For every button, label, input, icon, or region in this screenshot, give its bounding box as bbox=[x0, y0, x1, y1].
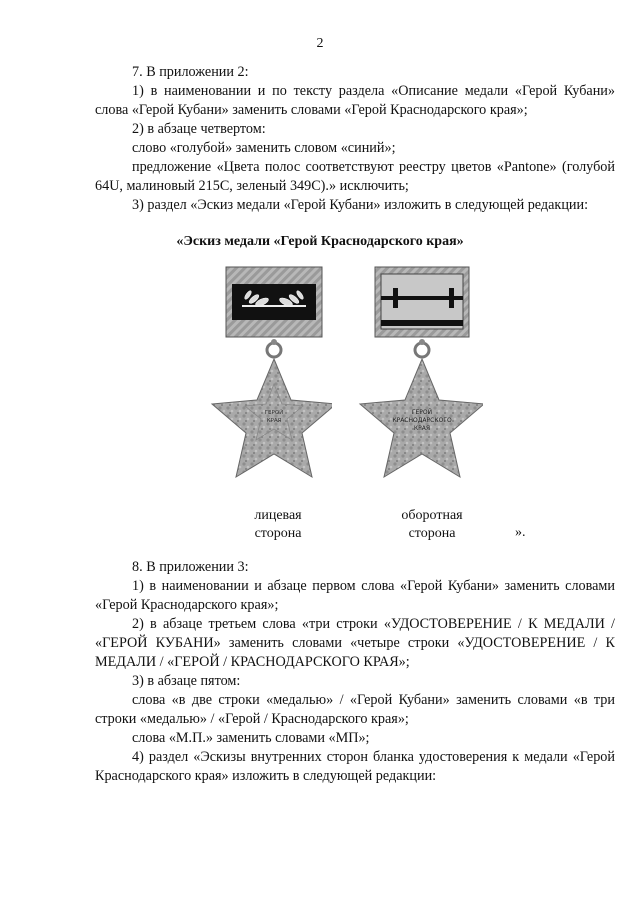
section-8 bbox=[95, 558, 615, 786]
paragraph: слова «М.П.» заменить словами «МП»; bbox=[132, 730, 370, 746]
paragraph: 8. В приложении 3: bbox=[132, 559, 249, 575]
caption-line: сторона bbox=[408, 526, 456, 541]
paragraph: 2) в абзаце третьем слова «три строки «УДОСТОВЕРЕНИЕ / К МЕДАЛИ / «ГЕРОЙ КУБАНИ» заменить словами «четыре строки «УДОСТОВЕРЕНИЕ / К МЕДАЛИ / «ГЕРОЙ / КРАСНОДАРСКОГО КРАЯ»; bbox=[95, 616, 615, 670]
page-number: 2 bbox=[316, 36, 324, 51]
section-7 bbox=[95, 63, 615, 215]
paragraph: 3) в абзаце пятом: bbox=[132, 673, 241, 689]
medal-back-image bbox=[353, 262, 483, 502]
paragraph: 3) раздел «Эскиз медали «Герой Кубани» изложить в следующей редакции: bbox=[132, 197, 589, 213]
caption-line: оборотная bbox=[401, 508, 463, 523]
paragraph: 4) раздел «Эскизы внутренних сторон бланка удостоверения к медали «Герой Краснодарского края» изложить в следующей редакции: bbox=[95, 749, 615, 784]
medal-front-inscription: ГЕРОЙ bbox=[264, 410, 284, 416]
medal-front-image bbox=[202, 262, 332, 502]
paragraph: 1) в наименовании и абзаце первом слова «Герой Кубани» заменить словами «Герой Краснодарского края»; bbox=[95, 578, 615, 613]
paragraph: предложение «Цвета полос соответствуют реестру цветов «Pantone» (голубой 64U, малиновый 215C, зеленый 349C).» исключить; bbox=[95, 159, 615, 194]
closing-quote: ». bbox=[515, 525, 526, 540]
paragraph: 2) в абзаце четвертом: bbox=[132, 121, 266, 137]
medal-back-inscription: КРАЯ bbox=[413, 425, 431, 432]
sketch-title: «Эскиз медали «Герой Краснодарского края» bbox=[176, 234, 464, 249]
paragraph: 1) в наименовании и по тексту раздела «Описание медали «Герой Кубани» слова «Герой Кубани» заменить словами «Герой Краснодарского края»; bbox=[95, 83, 615, 118]
medal-back-inscription: КРАСНОДАРСКОГО bbox=[392, 417, 452, 424]
caption-line: сторона bbox=[254, 526, 302, 541]
medal-back-inscription: ГЕРОЙ bbox=[411, 409, 433, 416]
caption-front bbox=[238, 507, 318, 543]
caption-line: лицевая bbox=[254, 508, 302, 523]
paragraph: 7. В приложении 2: bbox=[132, 64, 249, 80]
paragraph: слово «голубой» заменить словом «синий»; bbox=[132, 140, 396, 156]
medal-front-inscription: КРАЯ bbox=[266, 418, 282, 424]
caption-back bbox=[392, 507, 472, 543]
paragraph: слова «в две строки «медалью» / «Герой Кубани» заменить словами «в три строки «медалью» / «Герой / Краснодарского края»; bbox=[95, 692, 615, 727]
